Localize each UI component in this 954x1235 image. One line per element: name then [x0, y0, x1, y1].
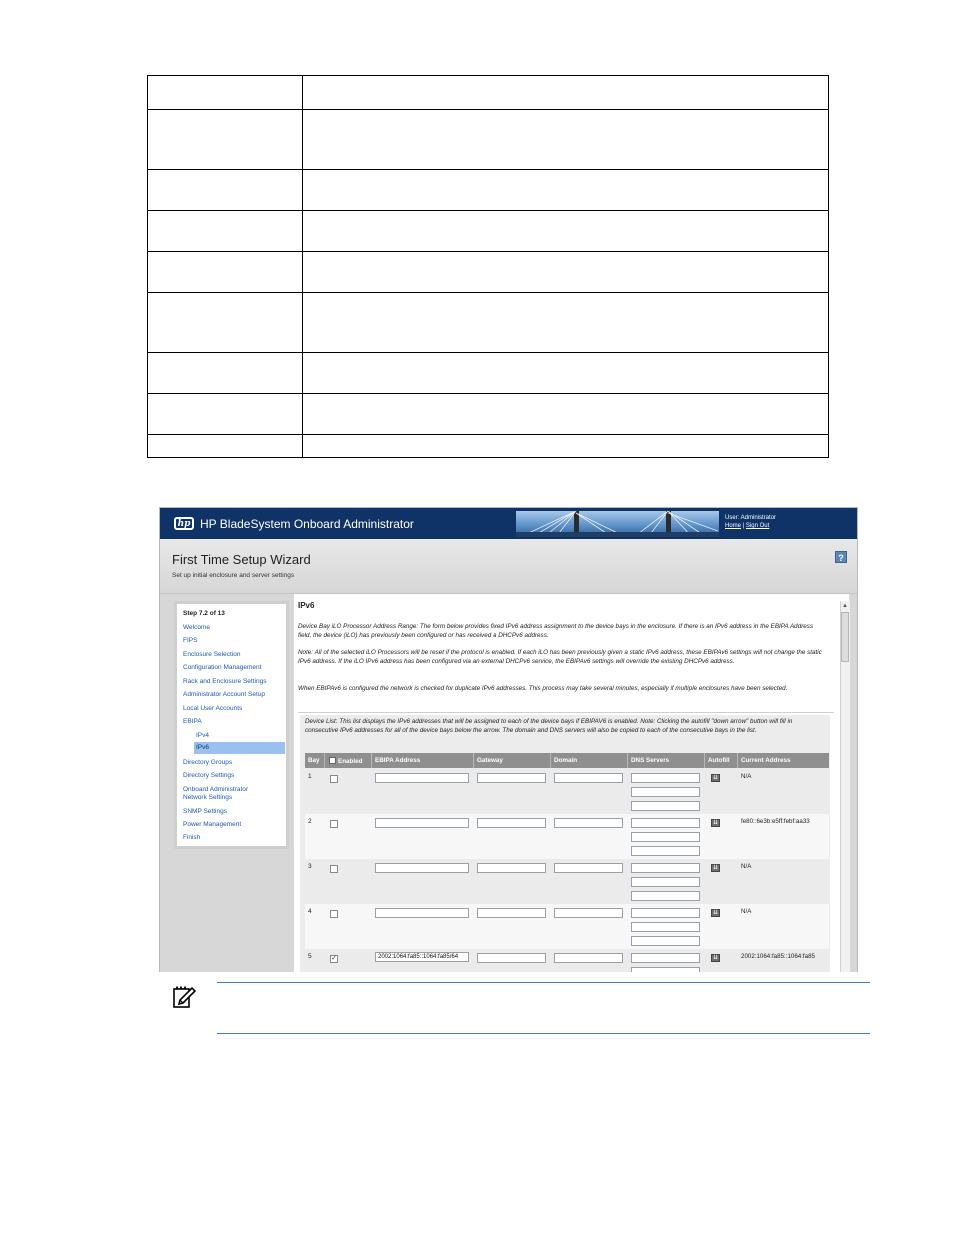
doc-table-row	[148, 76, 829, 110]
divider	[298, 712, 834, 713]
doc-table-row	[148, 435, 829, 458]
nav-item-onboard-administrator[interactable]: Onboard Administrator	[183, 786, 249, 793]
gateway-input[interactable]	[477, 908, 546, 918]
gateway-input[interactable]	[477, 818, 546, 828]
nav-item-rack-enclosure-settings[interactable]: Rack and Enclosure Settings	[183, 678, 267, 685]
dns-server-input[interactable]	[631, 877, 700, 887]
autofill-down-arrow-icon[interactable]: ⇊	[712, 820, 719, 826]
domain-input[interactable]	[554, 818, 623, 828]
domain-input[interactable]	[554, 773, 623, 783]
bridge-banner-image	[516, 511, 719, 537]
duplicate-check-paragraph: When EBIPAv6 is configured the network is checked for duplicate IPv6 addresses. This process may take several minutes, especially if multiple enclosures have been selected.	[298, 685, 788, 692]
dns-server-input[interactable]	[631, 773, 700, 783]
nav-item-enclosure-selection[interactable]: Enclosure Selection	[183, 651, 241, 658]
table-row	[305, 859, 829, 904]
col-gateway: Gateway	[477, 757, 503, 764]
gateway-input[interactable]	[477, 863, 546, 873]
intro-paragraph: Device Bay iLO Processor Address Range: The form below provides fixed IPv6 address assignment to the device bays in the enclosure. If there is an IPv6 address in the EBIPA Address field, the device (iLO) has previously been configured or has received a DHCPv6 address.	[298, 623, 814, 639]
col-dns-servers: DNS Servers	[631, 757, 670, 764]
doc-table-row	[148, 252, 829, 293]
enabled-checkbox[interactable]	[330, 820, 338, 828]
enabled-checkbox[interactable]	[330, 775, 338, 783]
dns-server-input[interactable]	[631, 832, 700, 842]
table-row	[305, 769, 829, 814]
important-note-icon	[172, 985, 196, 1009]
scroll-up-icon[interactable]: ▲	[842, 603, 848, 609]
col-domain: Domain	[554, 757, 578, 764]
user-label: User: Administrator	[725, 515, 777, 521]
bay-number: 2	[308, 818, 312, 825]
col-bay: Bay	[308, 757, 320, 764]
current-address: fe80::6e3b:e5ff:febf:aa33	[741, 818, 810, 825]
dns-server-input[interactable]	[631, 908, 700, 918]
bay-number: 3	[308, 863, 312, 870]
dns-server-input[interactable]	[631, 967, 700, 972]
current-address: N/A	[741, 773, 752, 780]
nav-item-network-settings[interactable]: Network Settings	[183, 794, 233, 801]
doc-table-row	[148, 211, 829, 252]
note-rule-top	[217, 982, 870, 983]
dns-server-input[interactable]	[631, 818, 700, 828]
doc-table-row	[148, 293, 829, 353]
autofill-down-arrow-icon[interactable]: ⇊	[712, 910, 719, 916]
nav-item-administrator-account-setup[interactable]: Administrator Account Setup	[183, 691, 266, 698]
dns-server-input[interactable]	[631, 801, 700, 811]
nav-item-fips[interactable]: FIPS	[183, 637, 198, 644]
device-list-description: Device List: This list displays the IPv6 addresses that will be assigned to each of the device bays if EBIPAV6 is enabled. Note: Clicking the autofill "down arrow" button will fill in consecutive IPv6 addresses for all of the device bays below the arrow. The domain and DNS servers will also be copied to each of the consecutive bays in the list.	[305, 718, 793, 734]
gateway-input[interactable]	[477, 953, 546, 963]
ebipa-address-input[interactable]	[375, 773, 469, 783]
domain-input[interactable]	[554, 953, 623, 963]
table-row	[305, 904, 829, 949]
home-link[interactable]: Home	[725, 523, 742, 529]
ebipa-address-input[interactable]	[375, 908, 469, 918]
dns-server-input[interactable]	[631, 891, 700, 901]
gateway-input[interactable]	[477, 773, 546, 783]
nav-item-snmp-settings[interactable]: SNMP Settings	[183, 808, 227, 815]
dns-server-input[interactable]	[631, 846, 700, 856]
hp-logo-icon: hp	[174, 517, 194, 530]
col-current-address: Current Address	[741, 757, 791, 764]
col-enabled[interactable]: Enabled	[329, 757, 363, 765]
nav-item-power-management[interactable]: Power Management	[183, 821, 242, 828]
dns-server-input[interactable]	[631, 953, 700, 963]
autofill-down-arrow-icon[interactable]: ⇊	[712, 955, 719, 961]
doc-table-row	[148, 394, 829, 435]
nav-item-finish[interactable]: Finish	[183, 834, 201, 841]
device-grid-header	[305, 753, 829, 768]
nav-item-configuration-management[interactable]: Configuration Management	[183, 664, 262, 671]
doc-table-row	[148, 170, 829, 211]
wizard-title: First Time Setup Wizard	[172, 552, 311, 567]
bay-number: 5	[308, 953, 312, 960]
autofill-down-arrow-icon[interactable]: ⇊	[712, 775, 719, 781]
note-rule-bottom	[217, 1033, 870, 1034]
table-row	[305, 949, 829, 972]
current-address: 2002:1064:fa85::1064:fa85	[741, 953, 815, 960]
wizard-screenshot	[159, 507, 858, 972]
note-paragraph: Note: All of the selected iLO Processors will be reset if the protocol is enabled. If each iLO has been previously given a static IPv6 address, these EBIPAv6 settings will not change the static IPv6 address. If the iLO IPv6 address has been configured via an external DHCPv6 service, the EBIPAv6 settings will override the existing DHCPv6 address.	[298, 649, 822, 665]
scrollbar-thumb[interactable]	[841, 612, 849, 662]
wizard-subtitle: Set up initial enclosure and server settings	[172, 572, 295, 579]
select-all-checkbox[interactable]	[329, 757, 336, 764]
ebipa-address-input[interactable]	[375, 818, 469, 828]
section-heading: IPv6	[298, 601, 315, 610]
table-row	[305, 814, 829, 859]
doc-table	[147, 75, 829, 458]
autofill-down-arrow-icon[interactable]: ⇊	[712, 865, 719, 871]
wizard-step-nav	[174, 601, 289, 849]
nav-item-directory-settings[interactable]: Directory Settings	[183, 772, 235, 779]
current-address: N/A	[741, 908, 752, 915]
dns-server-input[interactable]	[631, 936, 700, 946]
step-indicator: Step 7.2 of 13	[183, 610, 225, 617]
link-separator: |	[742, 523, 745, 529]
nav-item-ipv4[interactable]: IPv4	[196, 732, 210, 739]
col-autofill: Autofill	[708, 757, 730, 764]
col-ebipa-address: EBIPA Address	[375, 757, 421, 764]
nav-item-welcome[interactable]: Welcome	[183, 624, 210, 631]
help-icon[interactable]: ?	[835, 551, 847, 563]
domain-input[interactable]	[554, 863, 623, 873]
nav-item-ipv6[interactable]: IPv6	[194, 742, 285, 754]
dns-server-input[interactable]	[631, 863, 700, 873]
wizard-title-band	[160, 539, 858, 594]
bay-number: 4	[308, 908, 312, 915]
enabled-checkbox[interactable]: ✓	[331, 955, 337, 962]
app-header	[160, 508, 858, 539]
sign-out-link[interactable]: Sign Out	[745, 523, 770, 529]
nav-item-directory-groups[interactable]: Directory Groups	[183, 759, 233, 766]
enabled-checkbox[interactable]	[330, 865, 338, 873]
current-address: N/A	[741, 863, 752, 870]
dns-server-input[interactable]	[631, 922, 700, 932]
enabled-checkbox[interactable]	[330, 910, 338, 918]
bridge-cables-icon	[516, 511, 719, 537]
app-title: HP BladeSystem Onboard Administrator	[200, 517, 414, 531]
user-box	[725, 514, 776, 530]
bay-number: 1	[308, 773, 312, 780]
doc-table-row	[148, 353, 829, 394]
doc-table-row	[148, 110, 829, 170]
ebipa-address-input[interactable]	[375, 863, 469, 873]
ebipa-address-input[interactable]: 2002:1064:fa85::1064:fa85/64	[375, 952, 469, 962]
domain-input[interactable]	[554, 908, 623, 918]
nav-item-ebipa[interactable]: EBIPA	[183, 718, 202, 725]
dns-server-input[interactable]	[631, 787, 700, 797]
nav-item-local-user-accounts[interactable]: Local User Accounts	[183, 705, 243, 712]
